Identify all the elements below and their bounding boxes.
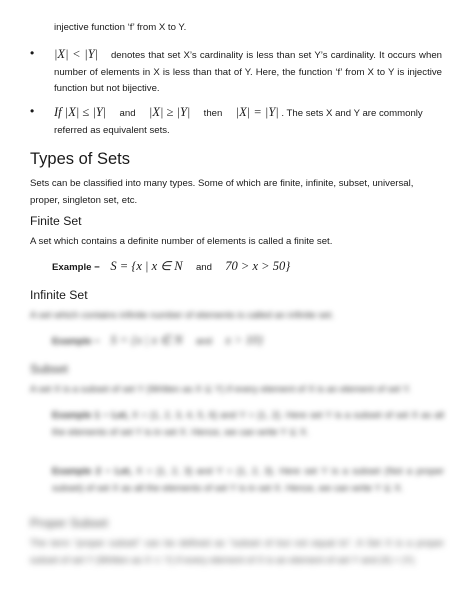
bullet-icon: • <box>30 104 35 118</box>
subset-example-2 <box>52 464 444 497</box>
finite-set-text: A set which contains a definite number of elements is called a finite set. <box>30 236 333 247</box>
example-label: Example − <box>52 262 100 273</box>
heading-types-of-sets: Types of Sets <box>30 150 130 168</box>
finite-set-example <box>52 258 290 277</box>
heading-subset: Subset <box>30 362 68 376</box>
example2-label: Example 2 − Let, <box>52 466 132 477</box>
infinite-set-text: A set which contains infinite number of elements is called an infinite set. <box>30 310 334 321</box>
example-label: Example − <box>52 336 100 347</box>
continued-line: injective function ‘f’ from X to Y. <box>54 22 187 33</box>
example-math: S = {x | x ∈ N <box>110 259 183 273</box>
heading-infinite-set: Infinite Set <box>30 288 88 302</box>
bullet2-text: . The sets X and Y are commonly referred as equivalent sets. <box>54 108 423 136</box>
example-and: and <box>195 336 212 347</box>
example-math2: x > 10} <box>225 333 264 347</box>
heading-proper-subset: Proper Subset <box>30 516 108 530</box>
infinite-set-example <box>52 332 263 351</box>
word-then: then <box>203 108 223 119</box>
math-if: If |X| ≤ |Y| <box>54 105 107 119</box>
example-math2: 70 > x > 50} <box>225 259 291 273</box>
bullet-icon: • <box>30 46 35 60</box>
example-and: and <box>195 262 212 273</box>
heading-finite-set: Finite Set <box>30 214 82 228</box>
example2-text: X = {1, 2, 3} and Y = {1, 2, 3}. Here set Y is a subset (Not a proper subset) of set X as all the elements of set Y is in set X. Hence, we can write Y ⊆ X. <box>52 466 445 494</box>
subset-text: A set X is a subset of set Y (Written as X ⊆ Y) if every element of X is an element of set Y. <box>30 384 411 395</box>
bullet1-text: denotes that set X’s cardinality is less than set Y’s cardinality. It occurs when number of elements in X is less than that of Y. Here, the function ‘f’ from X to Y is injective function but not bijective. <box>54 50 442 94</box>
bullet-equivalent-sets <box>30 104 442 139</box>
types-of-sets-text: Sets can be classified into many types. Some of which are finite, infinite, subset, universal, proper, singleton set, etc. <box>30 178 414 206</box>
proper-subset-text: The term “proper subset” can be defined as “subset of but not equal to”. A Set X is a proper subset of set Y (Written as X ⊂ Y) if every element of X is an element of set Y and |X| < |Y|. <box>30 538 444 566</box>
math-x-ge-y: |X| ≥ |Y| <box>148 105 191 119</box>
example1-label: Example 1 − Let, <box>52 410 129 421</box>
math-x-eq-y: |X| = |Y| <box>235 105 279 119</box>
example1-text: X = {1, 2, 3, 4, 5, 6} and Y = {1, 2}. Here set Y is a subset of set X as all the elements of set Y is in set X. Hence, we can write Y ⊆ X. <box>52 410 445 438</box>
word-and: and <box>119 108 136 119</box>
bullet-cardinality-less <box>30 46 442 98</box>
subset-example-1 <box>52 408 444 441</box>
math-x-lt-y: |X| < |Y| <box>54 47 99 61</box>
example-math: S = {x | x ∈ N <box>110 333 183 347</box>
